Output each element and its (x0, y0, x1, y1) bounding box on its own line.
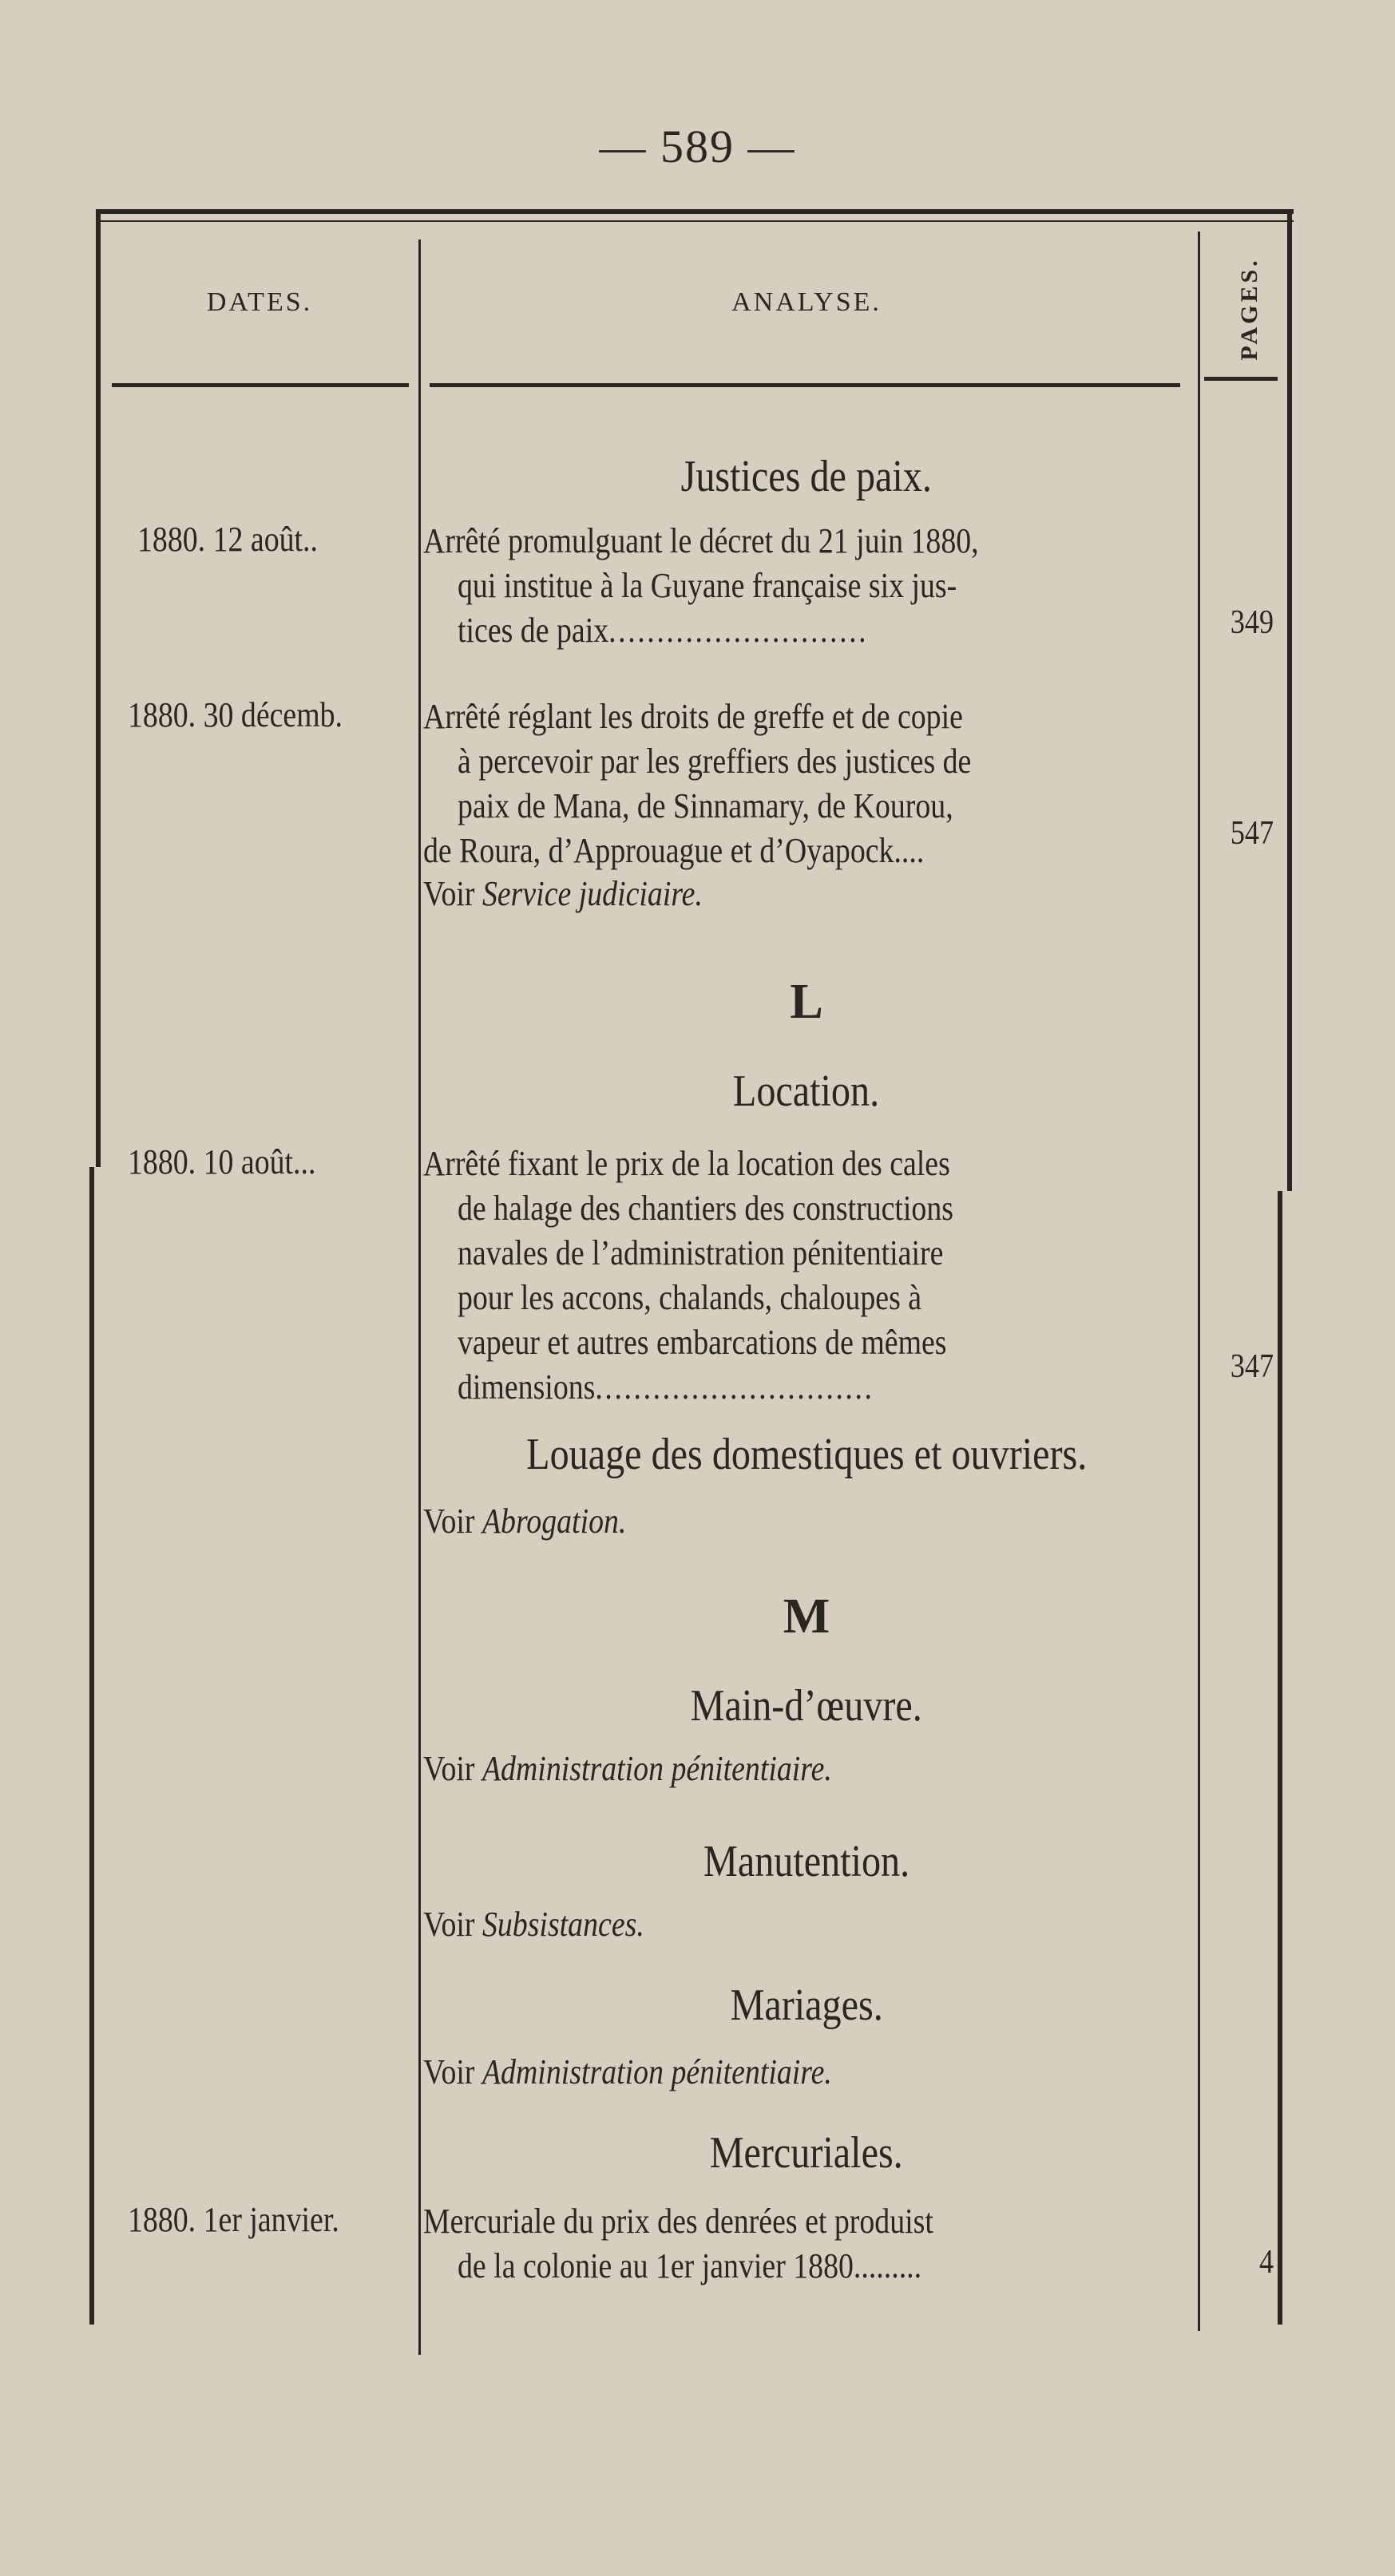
section-heading-manutention: Manutention. (703, 1837, 910, 1886)
header-rule-pages (1204, 377, 1278, 381)
page-reference: 347 (1230, 1348, 1274, 1385)
table-top-rule (96, 209, 1294, 214)
see-also: Voir Administration pénitentiaire. (423, 1749, 832, 1788)
entry-date: 1880. 12 août.. (137, 520, 318, 559)
letter-heading-m: M (783, 1589, 830, 1644)
section-heading-mariages: Mariages. (730, 1980, 883, 2030)
pages-column-divider (1198, 231, 1200, 2331)
header-rule-analysis (430, 383, 1180, 387)
table-right-border-lower (1278, 1191, 1282, 2325)
page-reference: 349 (1230, 604, 1274, 641)
dates-column-header: DATES. (206, 287, 313, 317)
page-reference: 4 (1258, 2244, 1274, 2281)
entry-date: 1880. 10 août... (128, 1142, 316, 1181)
dates-column-divider (418, 239, 421, 2355)
entry-analysis: Arrêté réglant les droits de greffe et de copie à percevoir par les greffiers des justices de paix de Mana, de Sinnamary, de Kourou, de Roura, d’Approuague et d’Oyapock.... (423, 697, 972, 870)
entry-date: 1880. 30 décemb. (128, 695, 343, 734)
see-also: Voir Abrogation. (423, 1502, 627, 1541)
entry-analysis: Mercuriale du prix des denrées et produist de la colonie au 1er janvier 1880......... (423, 2202, 933, 2285)
entry-analysis: Arrêté promulguant le décret du 21 juin 1880, qui institue à la Guyane française six jus- tices de paix........................... (423, 521, 979, 650)
section-heading-main-oeuvre: Main-d’œuvre. (690, 1681, 923, 1731)
entry-analysis: Arrêté fixant le prix de la location des cales de halage des chantiers des constructions navales de l’administration pénitentiaire pour les accons, chalands, chaloupes à vapeur et autres embarcations de mêmes dimensions............................. (423, 1144, 954, 1407)
pages-column-header: PAGES. (1236, 257, 1262, 361)
section-heading-louage: Louage des domestiques et ouvriers. (525, 1430, 1088, 1479)
section-heading-mercuriales: Mercuriales. (709, 2128, 904, 2178)
section-heading-justices: Justices de paix. (680, 452, 933, 501)
table-top-rule-thin (96, 220, 1294, 222)
letter-heading-l: L (790, 975, 823, 1029)
page-reference: 547 (1230, 815, 1274, 852)
header-rule-dates (112, 383, 409, 387)
table-right-border (1287, 209, 1292, 1191)
analysis-column-header: ANALYSE. (731, 287, 882, 317)
see-also: Voir Service judiciaire. (423, 874, 703, 913)
page-number: — 589 — (599, 121, 796, 172)
table-left-border-lower (89, 1167, 94, 2325)
section-heading-location: Location. (733, 1066, 880, 1116)
table-left-border (96, 209, 101, 1167)
see-also: Voir Administration pénitentiaire. (423, 2052, 832, 2091)
entry-date: 1880. 1er janvier. (128, 2200, 339, 2239)
see-also: Voir Subsistances. (423, 1905, 644, 1944)
